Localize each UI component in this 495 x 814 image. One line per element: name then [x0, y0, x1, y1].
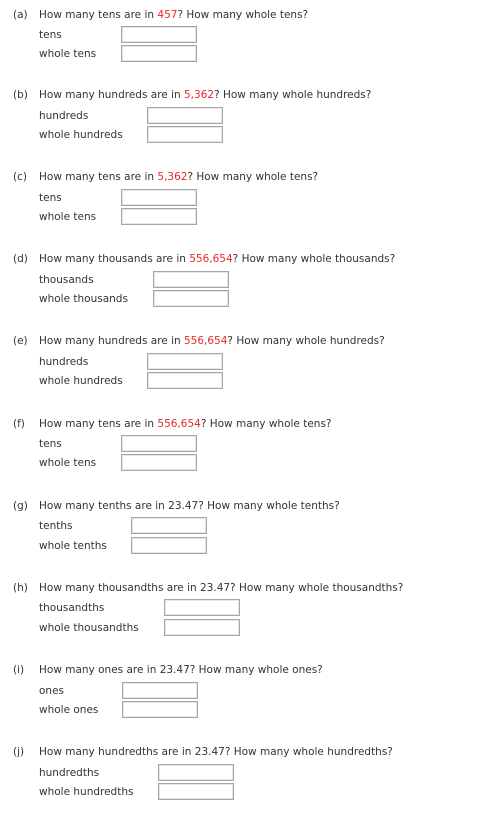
answer-label: whole tens: [39, 48, 97, 60]
answer-input-whole-tens[interactable]: [121, 208, 197, 225]
question-text: [13, 334, 385, 348]
answer-label: thousands: [39, 274, 94, 286]
answer-label: ones: [39, 685, 65, 697]
question-label: (a): [13, 9, 28, 21]
question-text: [13, 499, 340, 513]
question-text: [13, 581, 403, 595]
answer-label: tens: [39, 29, 62, 41]
answer-input-hundredths[interactable]: [158, 764, 234, 781]
question-label: (j): [13, 746, 25, 758]
answer-label: whole tens: [39, 211, 97, 223]
answer-input-whole-hundreds[interactable]: [147, 126, 223, 143]
highlighted-number: 556,654: [157, 418, 201, 430]
question-prefix: How many tens are in: [39, 171, 158, 183]
question-label: (e): [13, 335, 28, 347]
answer-input-whole-hundreds[interactable]: [147, 372, 223, 389]
answer-label: tens: [39, 438, 62, 450]
answer-input-whole-thousands[interactable]: [153, 290, 229, 307]
answer-label: tenths: [39, 520, 73, 532]
question-prefix: How many tenths are in 23.47? How many whole tenths?: [39, 500, 340, 512]
answer-input-whole-hundredths[interactable]: [158, 783, 234, 800]
question-text: [13, 170, 318, 184]
answer-input-whole-thousandths[interactable]: [164, 619, 240, 636]
question-prefix: How many ones are in 23.47? How many whole ones?: [39, 664, 323, 676]
question-label: (d): [13, 253, 28, 265]
answer-input-whole-tens[interactable]: [121, 454, 197, 471]
answer-label: whole tenths: [39, 540, 107, 552]
question-text: [13, 663, 323, 677]
highlighted-number: 556,654: [184, 335, 228, 347]
answer-label: whole hundredths: [39, 786, 134, 798]
question-suffix: ? How many whole tens?: [200, 418, 332, 430]
highlighted-number: 457: [157, 9, 178, 21]
question-label: (g): [13, 500, 28, 512]
answer-input-whole-tens[interactable]: [121, 45, 197, 62]
question-text: [13, 8, 308, 22]
question-prefix: How many thousands are in: [39, 253, 190, 265]
question-prefix: How many tens are in: [39, 418, 158, 430]
answer-label: thousandths: [39, 602, 105, 614]
question-label: (h): [13, 582, 28, 594]
question-text: [13, 745, 393, 759]
question-prefix: How many hundreds are in: [39, 335, 184, 347]
question-suffix: ? How many whole tens?: [177, 9, 309, 21]
answer-input-tens[interactable]: [121, 26, 197, 43]
question-prefix: How many hundreds are in: [39, 89, 184, 101]
answer-input-whole-ones[interactable]: [122, 701, 198, 718]
highlighted-number: 556,654: [189, 253, 233, 265]
answer-label: whole tens: [39, 457, 97, 469]
answer-label: whole thousandths: [39, 622, 139, 634]
answer-input-whole-tenths[interactable]: [131, 537, 207, 554]
question-label: (f): [13, 418, 25, 430]
answer-label: tens: [39, 192, 62, 204]
question-suffix: ? How many whole hundreds?: [214, 89, 372, 101]
answer-input-ones[interactable]: [122, 682, 198, 699]
question-text: [13, 88, 371, 102]
answer-label: hundreds: [39, 356, 89, 368]
question-text: [13, 252, 395, 266]
question-label: (c): [13, 171, 27, 183]
answer-input-thousands[interactable]: [153, 271, 229, 288]
question-label: (b): [13, 89, 28, 101]
answer-label: hundreds: [39, 110, 89, 122]
question-prefix: How many tens are in: [39, 9, 158, 21]
answer-label: whole hundreds: [39, 375, 123, 387]
answer-input-thousandths[interactable]: [164, 599, 240, 616]
answer-input-tens[interactable]: [121, 435, 197, 452]
question-prefix: How many thousandths are in 23.47? How many whole thousandths?: [39, 582, 404, 594]
question-text: [13, 417, 332, 431]
answer-input-hundreds[interactable]: [147, 353, 223, 370]
answer-label: whole hundreds: [39, 129, 123, 141]
answer-input-hundreds[interactable]: [147, 107, 223, 124]
question-suffix: ? How many whole hundreds?: [227, 335, 385, 347]
highlighted-number: 5,362: [184, 89, 215, 101]
question-label: (i): [13, 664, 25, 676]
answer-input-tenths[interactable]: [131, 517, 207, 534]
highlighted-number: 5,362: [157, 171, 188, 183]
question-suffix: ? How many whole thousands?: [232, 253, 396, 265]
answer-label: whole thousands: [39, 293, 128, 305]
question-prefix: How many hundredths are in 23.47? How many whole hundredths?: [39, 746, 393, 758]
answer-input-tens[interactable]: [121, 189, 197, 206]
answer-label: hundredths: [39, 767, 100, 779]
question-suffix: ? How many whole tens?: [187, 171, 319, 183]
answer-label: whole ones: [39, 704, 99, 716]
